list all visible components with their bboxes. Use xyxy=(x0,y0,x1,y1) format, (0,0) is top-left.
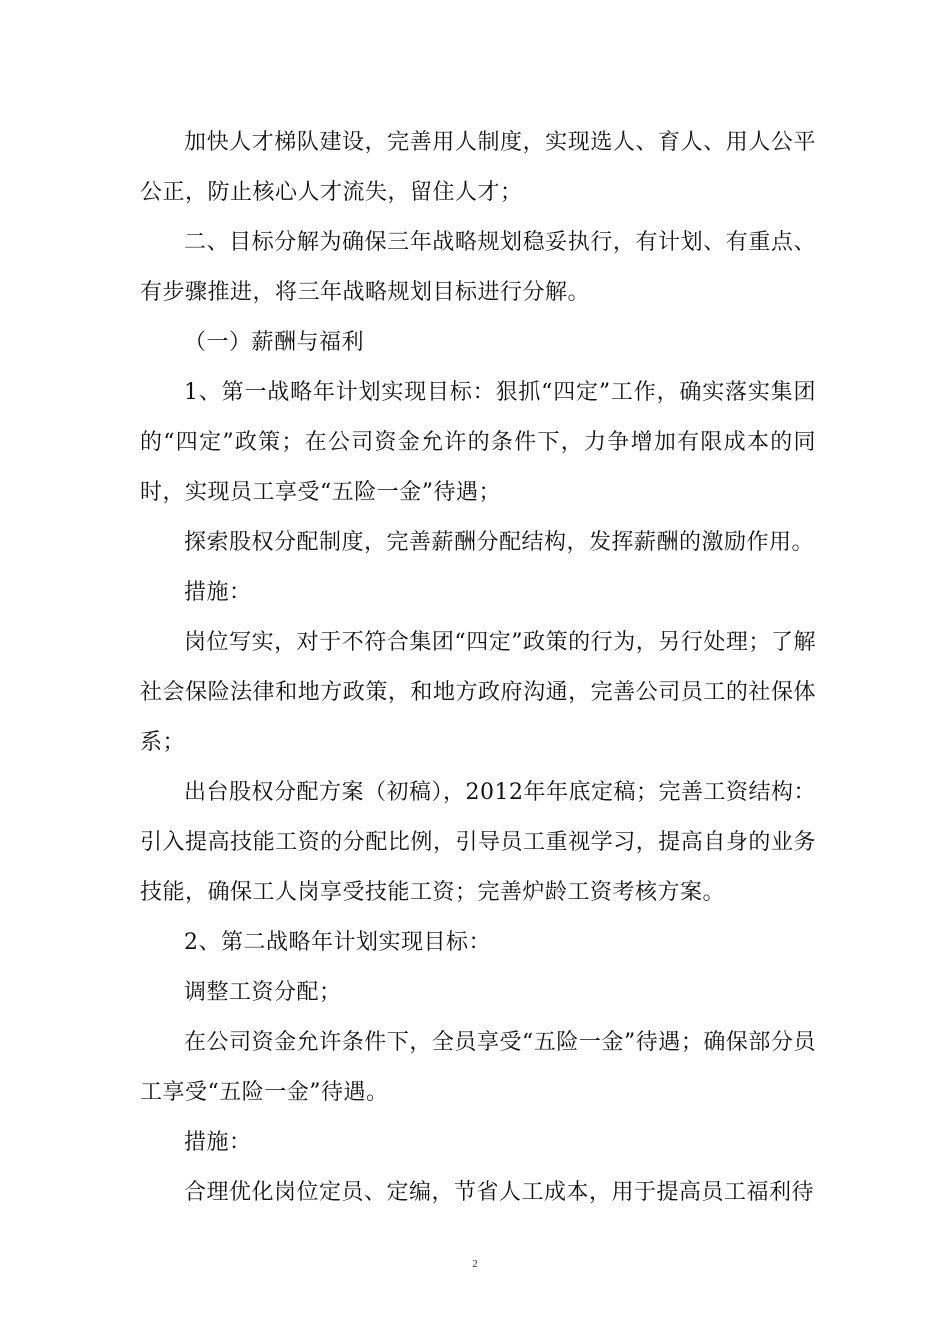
paragraph-second-year-goal: 2、第二战略年计划实现目标： xyxy=(184,930,491,955)
paragraph-equity-exploration: 探索股权分配制度，完善薪酬分配结构，发挥薪酬的激励作用。 xyxy=(184,530,815,555)
paragraph-job-documentation: 岗位写实，对于不符合集团“四定”政策的行为，另行处理；了解社会保险法律和地方政策，和地方政府沟通，完善公司员工的社保体系； xyxy=(140,630,816,755)
paragraph-equity-plan: 出台股权分配方案（初稿），2012年年底定稿；完善工资结构：引入提高技能工资的分配比例，引导员工重视学习，提高自身的业务技能，确保工人岗享受技能工资；完善炉龄工资考核方案。 xyxy=(140,780,816,905)
paragraph-optimize-staffing: 合理优化岗位定员、定编，节省人工成本，用于提高员工福利待 xyxy=(184,1180,815,1205)
paragraph-adjust-wages: 调整工资分配； xyxy=(184,980,342,1005)
label-measures-1: 措施： xyxy=(184,580,252,605)
paragraph-insurance-coverage: 在公司资金允许条件下，全员享受“五险一金”待遇；确保部分员工享受“五险一金”待遇。 xyxy=(140,1030,816,1105)
document-body xyxy=(140,118,816,1218)
label-measures-2: 措施： xyxy=(184,1130,252,1155)
page-number: 2 xyxy=(472,1258,478,1270)
paragraph-talent-pipeline: 加快人才梯队建设，完善用人制度，实现选人、育人、用人公平公正，防止核心人才流失，留住人才； xyxy=(140,130,816,205)
section-heading-salary-welfare: （一）薪酬与福利 xyxy=(184,330,365,355)
paragraph-goal-breakdown: 二、目标分解为确保三年战略规划稳妥执行，有计划、有重点、有步骤推进，将三年战略规划目标进行分解。 xyxy=(140,230,816,305)
paragraph-first-year-goal: 1、第一战略年计划实现目标：狠抓“四定”工作，确实落实集团的“四定”政策；在公司资金允许的条件下，力争增加有限成本的同时，实现员工享受“五险一金”待遇； xyxy=(140,380,816,505)
